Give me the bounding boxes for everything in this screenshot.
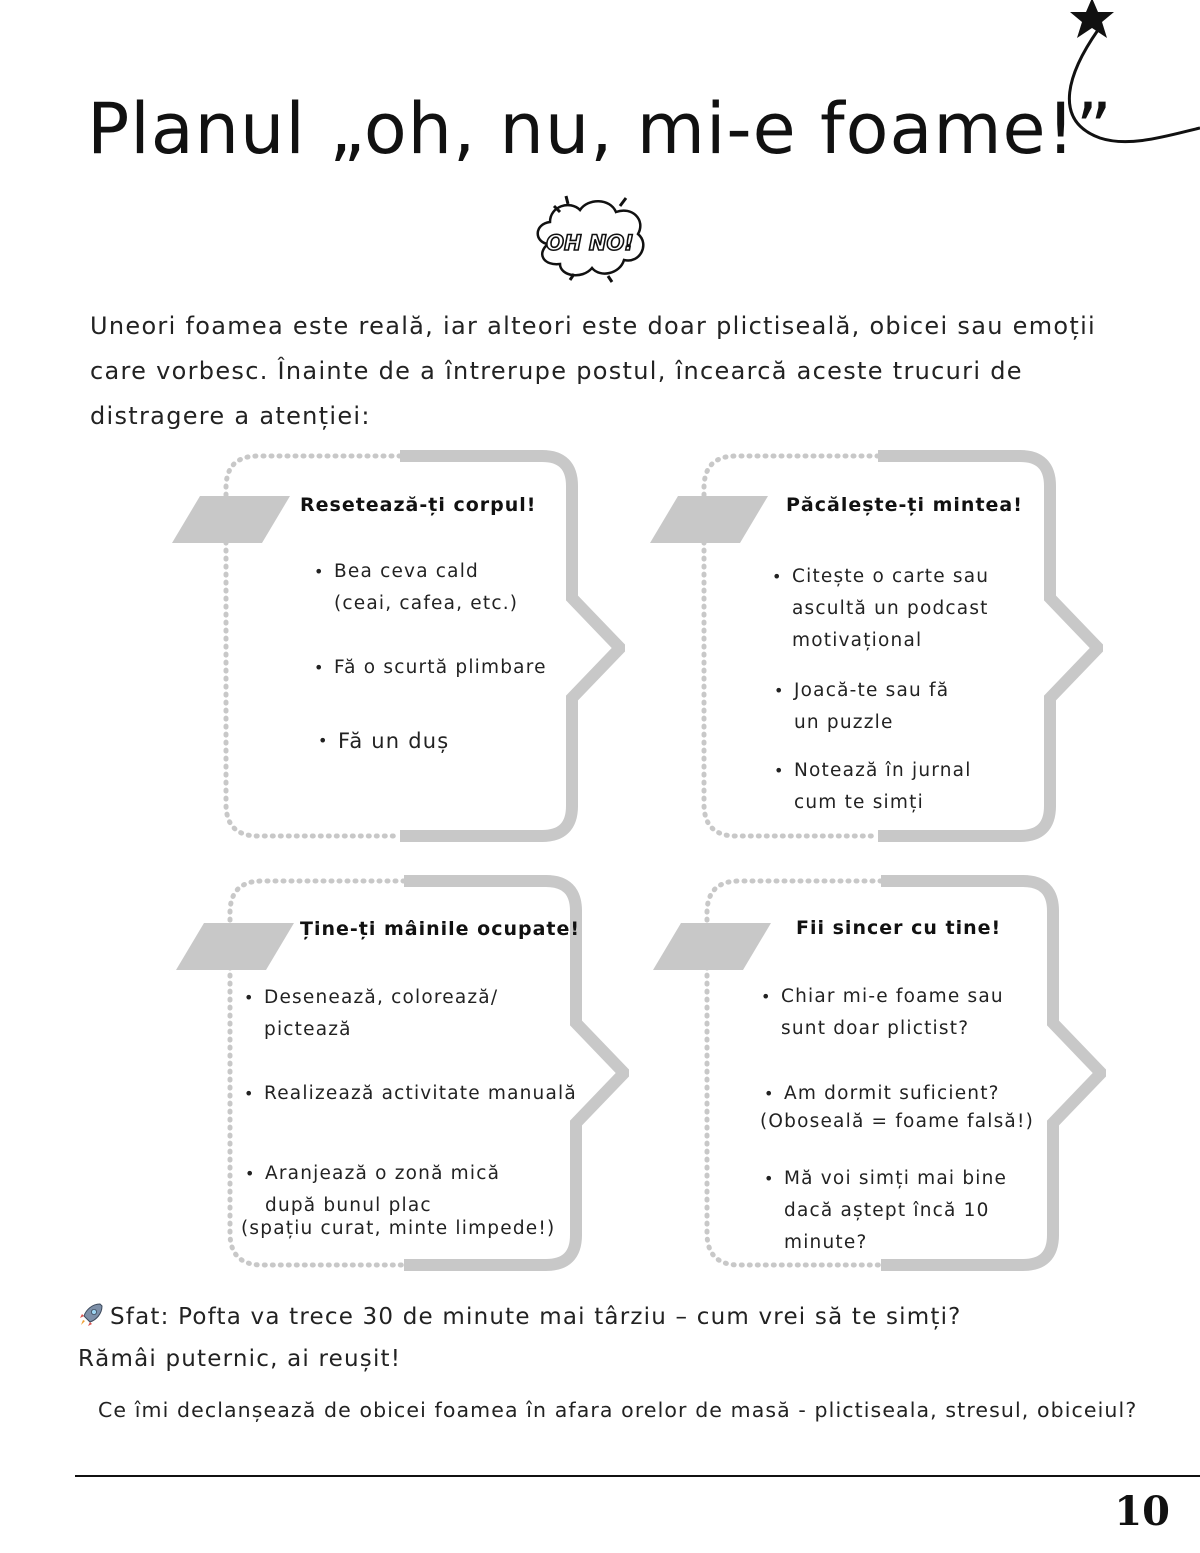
oh-no-text: OH NO! [546, 231, 634, 255]
list-item-note: (spațiu curat, minte limpede!) [241, 1218, 556, 1239]
card-title: Păcălește-ți mintea! [786, 494, 1023, 516]
tip-line-2: Rămâi puternic, ai reușit! [78, 1346, 402, 1372]
page-number: 10 [1114, 1488, 1170, 1535]
list-item: • Notează în jurnal cum te simți [774, 760, 972, 813]
card-title: Resetează-ți corpul! [300, 494, 537, 516]
intro-paragraph: Uneori foamea este reală, iar alteori este doar plictiseală, obicei sau emoții care vorbesc. Înainte de a întrerupe postul, încearcă aceste trucuri de distragere a atenției: [90, 312, 1097, 430]
list-item: • Aranjează o zonă mică după bunul plac [245, 1163, 501, 1216]
reflection-question: Ce îmi declanșează de obicei foamea în afara orelor de masă - plictiseala, stresul, obiceiul? [98, 1398, 1138, 1422]
list-item: • Bea ceva cald (ceai, cafea, etc.) [314, 561, 519, 614]
list-item: • Am dormit suficient? [764, 1083, 1000, 1104]
oh-no-badge-icon [530, 192, 650, 288]
list-item: • Mă voi simți mai bine dacă aștept încă 10 minute? [764, 1168, 1008, 1253]
page-title: Planul „oh, nu, mi-e foame!” [87, 88, 1113, 170]
list-item-note: (Oboseală = foame falsă!) [760, 1111, 1034, 1132]
list-item: • Joacă-te sau fă un puzzle [774, 680, 950, 733]
rocket-icon [78, 1302, 104, 1328]
card-title: Fii sincer cu tine! [796, 917, 1002, 939]
list-item: • Citește o carte sau ascultă un podcast motivațional [772, 566, 990, 651]
list-item: • Chiar mi-e foame sau sunt doar plictist? [761, 986, 1004, 1039]
list-item: • Realizează activitate manuală [244, 1083, 577, 1104]
tip-paragraph [78, 1296, 962, 1380]
list-item: • Fă un duș [318, 729, 450, 753]
footer-divider [75, 1475, 1200, 1477]
list-item: • Desenează, colorează/ pictează [244, 987, 499, 1040]
list-item: • Fă o scurtă plimbare [314, 657, 547, 678]
tip-line-1: Sfat: Pofta va trece 30 de minute mai târziu – cum vrei să te simți? [110, 1304, 962, 1330]
card-title: Ține-ți mâinile ocupate! [300, 918, 581, 940]
